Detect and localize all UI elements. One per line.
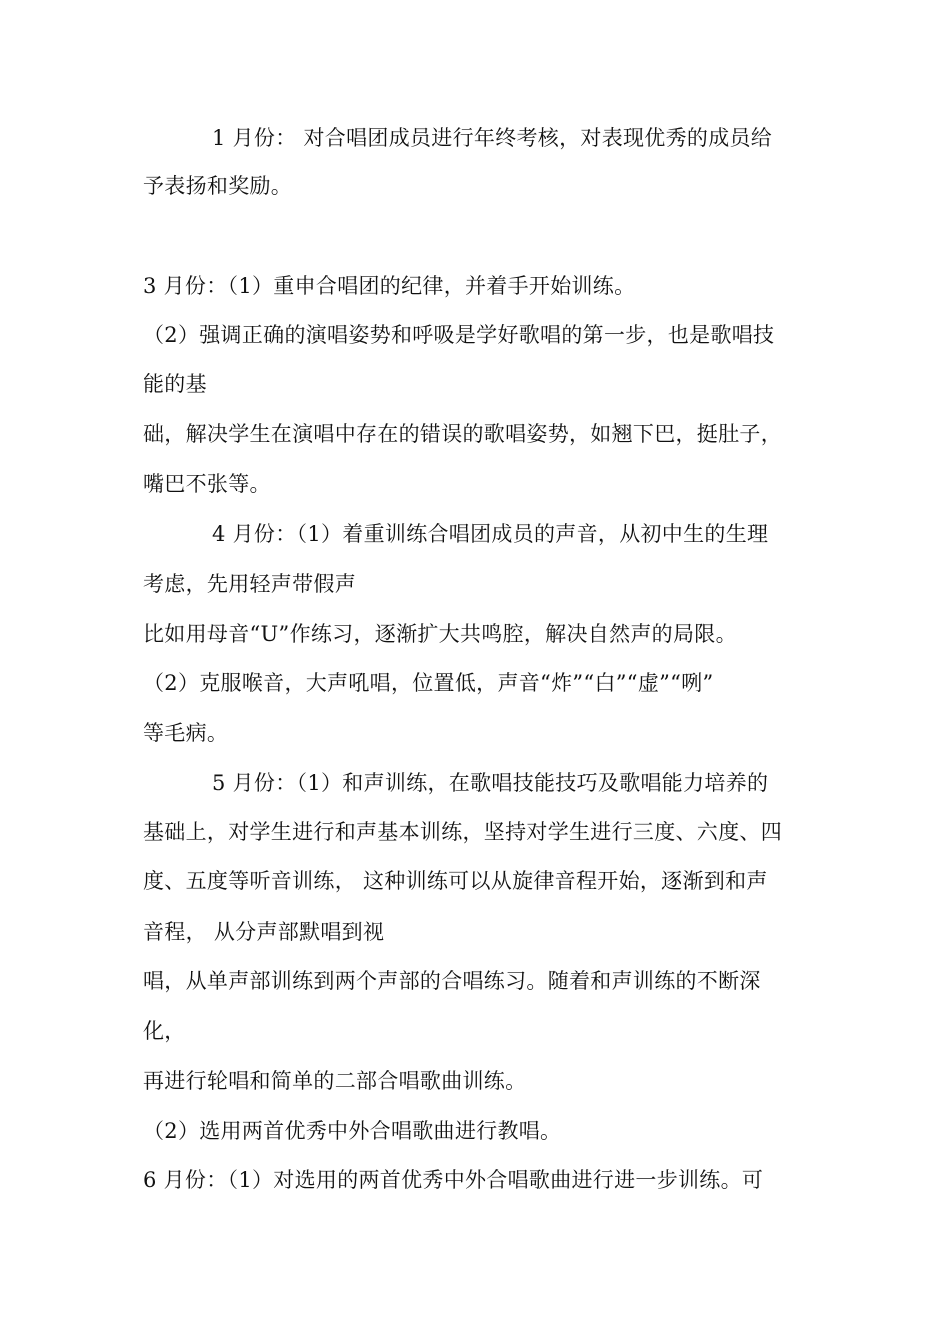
text-line: 基础上，对学生进行和声基本训练，坚持对学生进行三度、六度、四	[143, 820, 782, 844]
text-line: 3 月份：（1）重申合唱团的纪律，并着手开始训练。	[143, 274, 636, 298]
text-line: （2）强调正确的演唱姿势和呼吸是学好歌唱的第一步，也是歌唱技	[143, 323, 775, 347]
text-line: 1 月份： 对合唱团成员进行年终考核，对表现优秀的成员给	[212, 126, 773, 150]
text-line: 比如用母音“U”作练习，逐渐扩大共鸣腔，解决自然声的局限。	[143, 622, 737, 646]
text-line: 5 月份：（1）和声训练，在歌唱技能技巧及歌唱能力培养的	[212, 771, 769, 795]
text-line: 度、五度等听音训练， 这种训练可以从旋律音程开始，逐渐到和声	[143, 869, 768, 893]
text-line: （2）选用两首优秀中外合唱歌曲进行教唱。	[143, 1119, 562, 1143]
text-line: 嘴巴不张等。	[143, 472, 271, 496]
text-line: 等毛病。	[143, 721, 229, 745]
text-line: 4 月份：（1）着重训练合唱团成员的声音，从初中生的生理	[212, 522, 769, 546]
text-line: 能的基	[143, 372, 207, 396]
text-line: 再进行轮唱和简单的二部合唱歌曲训练。	[143, 1069, 527, 1093]
text-line: 音程， 从分声部默唱到视	[143, 920, 385, 944]
text-line: 予表扬和奖励。	[143, 174, 293, 198]
text-line: 础，解决学生在演唱中存在的错误的歌唱姿势，如翘下巴，挺肚子，	[143, 422, 782, 446]
text-line: 唱，从单声部训练到两个声部的合唱练习。随着和声训练的不断深	[143, 969, 761, 993]
text-line: （2）克服喉音，大声吼唱，位置低，声音“炸”“白”“虚”“咧”	[143, 671, 714, 695]
text-line: 6 月份：（1）对选用的两首优秀中外合唱歌曲进行进一步训练。可	[143, 1168, 764, 1192]
text-line: 化，	[143, 1019, 186, 1043]
text-line: 考虑，先用轻声带假声	[143, 572, 356, 596]
